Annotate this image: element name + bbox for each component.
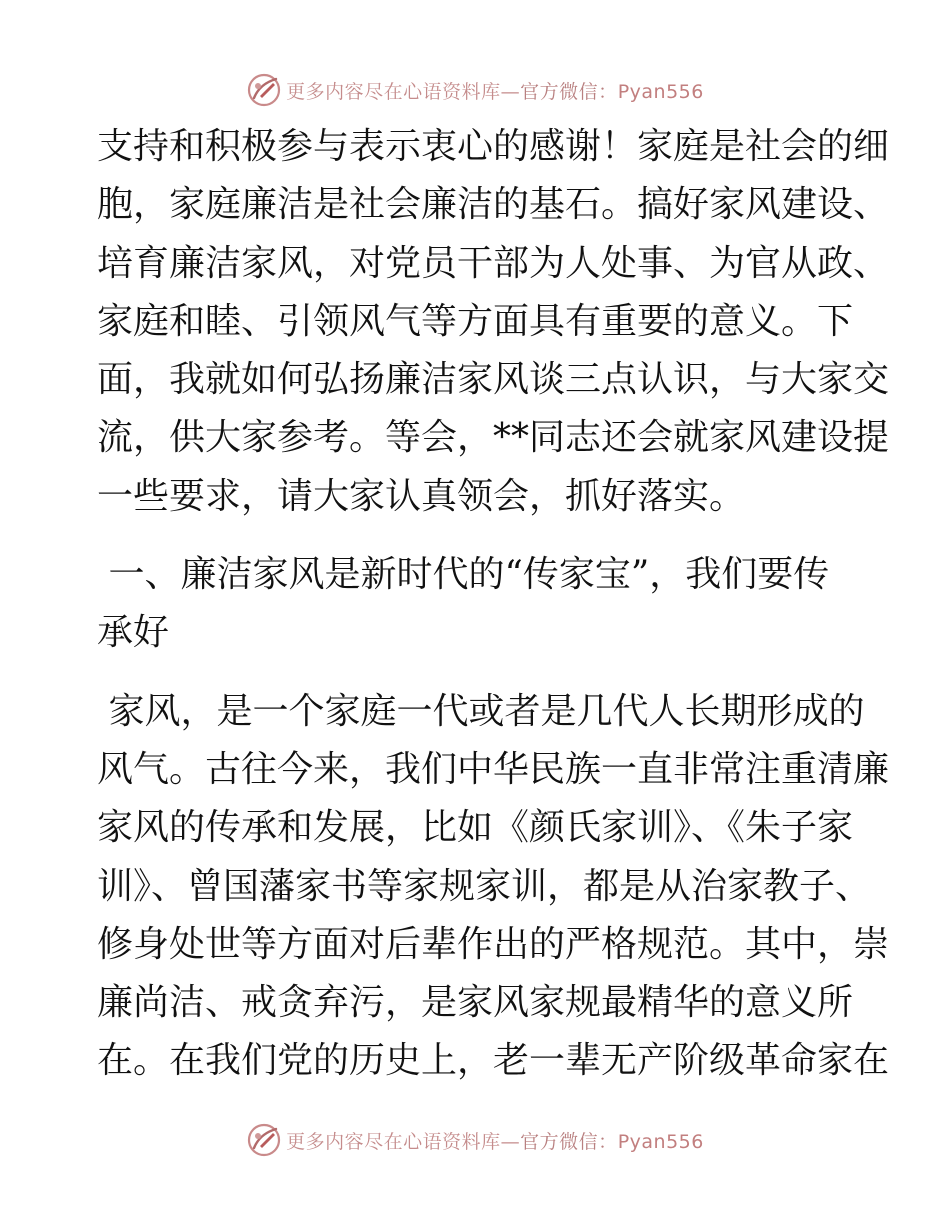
document-body [97, 118, 890, 1091]
text-line: 面，我就如何弘扬廉洁家风谈三点认识，与大家交 [97, 359, 890, 401]
footer-watermark-banner [0, 1120, 950, 1160]
text-line: 在。在我们党的历史上，老一辈无产阶级革命家在 [97, 1040, 890, 1082]
text-line: 胞，家庭廉洁是社会廉洁的基石。搞好家风建设、 [97, 184, 890, 226]
text-line: 家庭和睦、引领风气等方面具有重要的意义。下 [97, 300, 854, 342]
watermark-text: 更多内容尽在心语资料库—官方微信：Pyan556 [286, 80, 704, 103]
heading-line: 一、廉洁家风是新时代的“传家宝”，我们要传 [97, 554, 830, 596]
header-watermark-banner [0, 70, 950, 110]
section-heading-1 [97, 546, 857, 663]
paragraph-2 [97, 683, 890, 1091]
text-line: 支持和积极参与表示衷心的感谢！家庭是社会的细 [97, 126, 890, 167]
pen-logo-icon [246, 72, 282, 108]
text-line: 家风的传承和发展，比如《颜氏家训》、《朱子家 [97, 807, 854, 849]
text-line: 训》、曾国藩家书等家规家训，都是从治家教子、 [97, 865, 872, 907]
text-line: 修身处世等方面对后辈作出的严格规范。其中，崇 [97, 923, 890, 965]
text-line: 培育廉洁家风，对党员干部为人处事、为官从政、 [97, 242, 890, 284]
heading-line: 承好 [97, 612, 170, 654]
text-line: 风气。古往今来，我们中华民族一直非常注重清廉 [97, 748, 890, 790]
text-line: 流，供大家参考。等会，**同志还会就家风建设提 [97, 417, 890, 459]
text-line: 廉尚洁、戒贪弃污，是家风家规最精华的意义所 [97, 982, 854, 1024]
watermark-text: 更多内容尽在心语资料库—官方微信：Pyan556 [286, 1130, 704, 1153]
pen-logo-icon [246, 1122, 282, 1158]
paragraph-1 [97, 118, 890, 526]
text-line: 一些要求，请大家认真领会，抓好落实。 [97, 475, 746, 517]
text-line: 家风，是一个家庭一代或者是几代人长期形成的 [97, 690, 865, 732]
